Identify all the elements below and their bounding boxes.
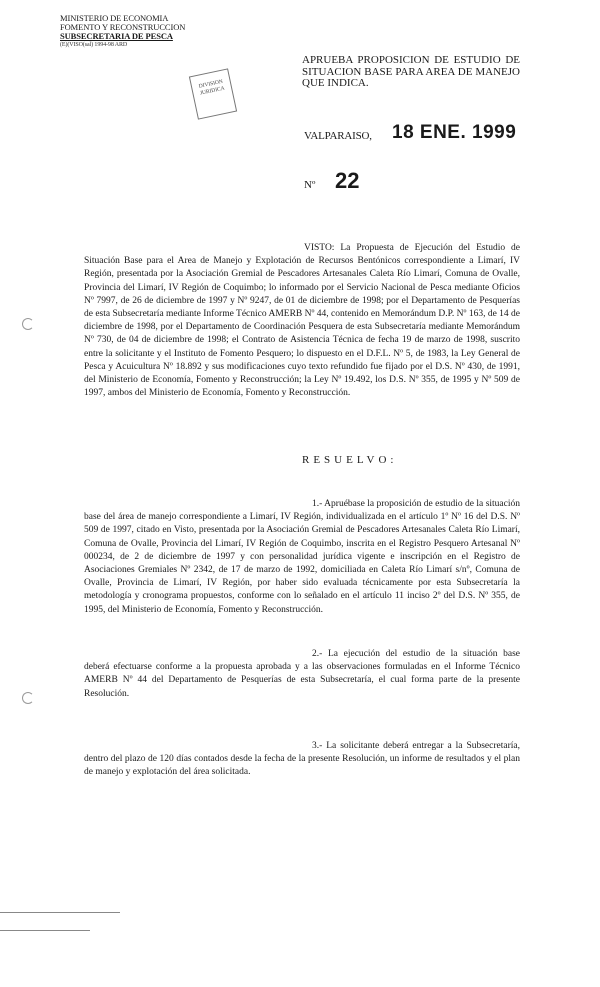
letterhead — [60, 14, 200, 50]
subsecretaria-name: SUBSECRETARIA DE PESCA — [60, 31, 173, 41]
resolution-date: 18 ENE. 1999 — [392, 122, 517, 143]
number-label: Nº — [304, 179, 316, 191]
punch-hole — [22, 692, 34, 704]
resuelvo-heading: RESUELVO: — [302, 454, 398, 466]
resolution-title: APRUEBA PROPOSICION DE ESTUDIO DE SITUACION BASE PARA AREA DE MANEJO QUE INDICA. — [302, 54, 520, 89]
reference-code: (E)(VISO(sal) 1994-98 ARD — [60, 42, 128, 48]
page-edge-line — [0, 912, 120, 913]
article-1: 1.- Apruébase la proposición de estudio de la situación base del área de manejo correspondiente a Limarí, IV Región, individualizada en el artículo 1º Nº 16 del D.S. Nº 509 de 1997, citado en Visto, presentada por la Asociación Gremial de Pescadores Artesanales Caleta Río Limarí, Comuna de Ovalle, Provincia del Limarí, IV Región de Coquimbo, inscrita en el Registro Pesquero Artesanal Nº 000234, de 2 de diciembre de 1997 y con personalidad jurídica vigente e inscripción en el Registro de Asociaciones Gremiales Nº 2342, de 17 de marzo de 1992, domiciliada en Caleta Río Limarí s/nº, Comuna de Ovalle, Provincia de Limarí, IV Región, por haber sido evaluada técnicamente por esta Subsecretaría la metodología y cronograma propuestos, conforme con lo señalado en el artículo 11 inciso 2º del D.S. Nº 355, de 1995, del Ministerio de Economía, Fomento y Reconstrucción. — [84, 499, 520, 615]
place-label: VALPARAISO, — [304, 130, 372, 142]
resolution-number: 22 — [335, 168, 360, 193]
visto-paragraph: VISTO: La Propuesta de Ejecución del Estudio de Situación Base para el Area de Manejo y Explotación de Recursos Bentónicos correspondiente a Limarí, IV Región, presentada por la Asociación Gremial de Pescadores Artesanales Caleta Río Limarí, Comuna de Ovalle, Provincia del Limarí, IV Región de Coquimbo; lo informado por el Servicio Nacional de Pesca mediante Oficios Nº 7997, de 26 de diciembre de 1997 y Nº 9247, de 01 de diciembre de 1998; por el Departamento de Pesquerías de esta Subsecretaría mediante Informe Técnico AMERB Nº 44, contenido en Memorándum D.P. Nº 163, de 14 de diciembre de 1998, por el Departamento de Coordinación Pesquera de esta Subsecretaría mediante Memorándum Nº 730, de 04 de diciembre de 1998; el Contrato de Asistencia Técnica de fecha 19 de marzo de 1998, suscrito entre la solicitante y el Instituto de Fomento Pesquero; lo dispuesto en el D.F.L. Nº 5, de 1983, la Ley General de Pesca y Acuicultura Nº 18.892 y sus modificaciones cuyo texto refundido fue fijado por el D.S. Nº 430, de 1991, del Ministerio de Economía, Fomento y Reconstrucción; la Ley Nº 19.492, los D.S. Nº 355, de 1995 y Nº 509 de 1997, ambos del Ministerio de Economía, Fomento y Reconstrucción. — [84, 243, 521, 399]
article-2: 2.- La ejecución del estudio de la situación base deberá efectuarse conforme a la propuesta aprobada y a las observaciones formuladas en el Informe Técnico AMERB Nº 44 del Departamento de Pesquerías de esta Subsecretaría, el cual forma parte de la presente Resolución. — [84, 649, 520, 699]
ministry-line-1: MINISTERIO DE ECONOMIA — [60, 13, 169, 23]
punch-hole — [22, 318, 34, 330]
article-3: 3.- La solicitante deberá entregar a la Subsecretaría, dentro del plazo de 120 días contados desde la fecha de la presente Resolución, un informe de resultados y el plan de manejo y explotación del área solicitada. — [84, 741, 520, 778]
reception-stamp: DIVISION JURIDICA — [189, 68, 237, 119]
ministry-line-2: FOMENTO Y RECONSTRUCCION — [60, 22, 186, 32]
page-edge-line — [0, 930, 90, 931]
